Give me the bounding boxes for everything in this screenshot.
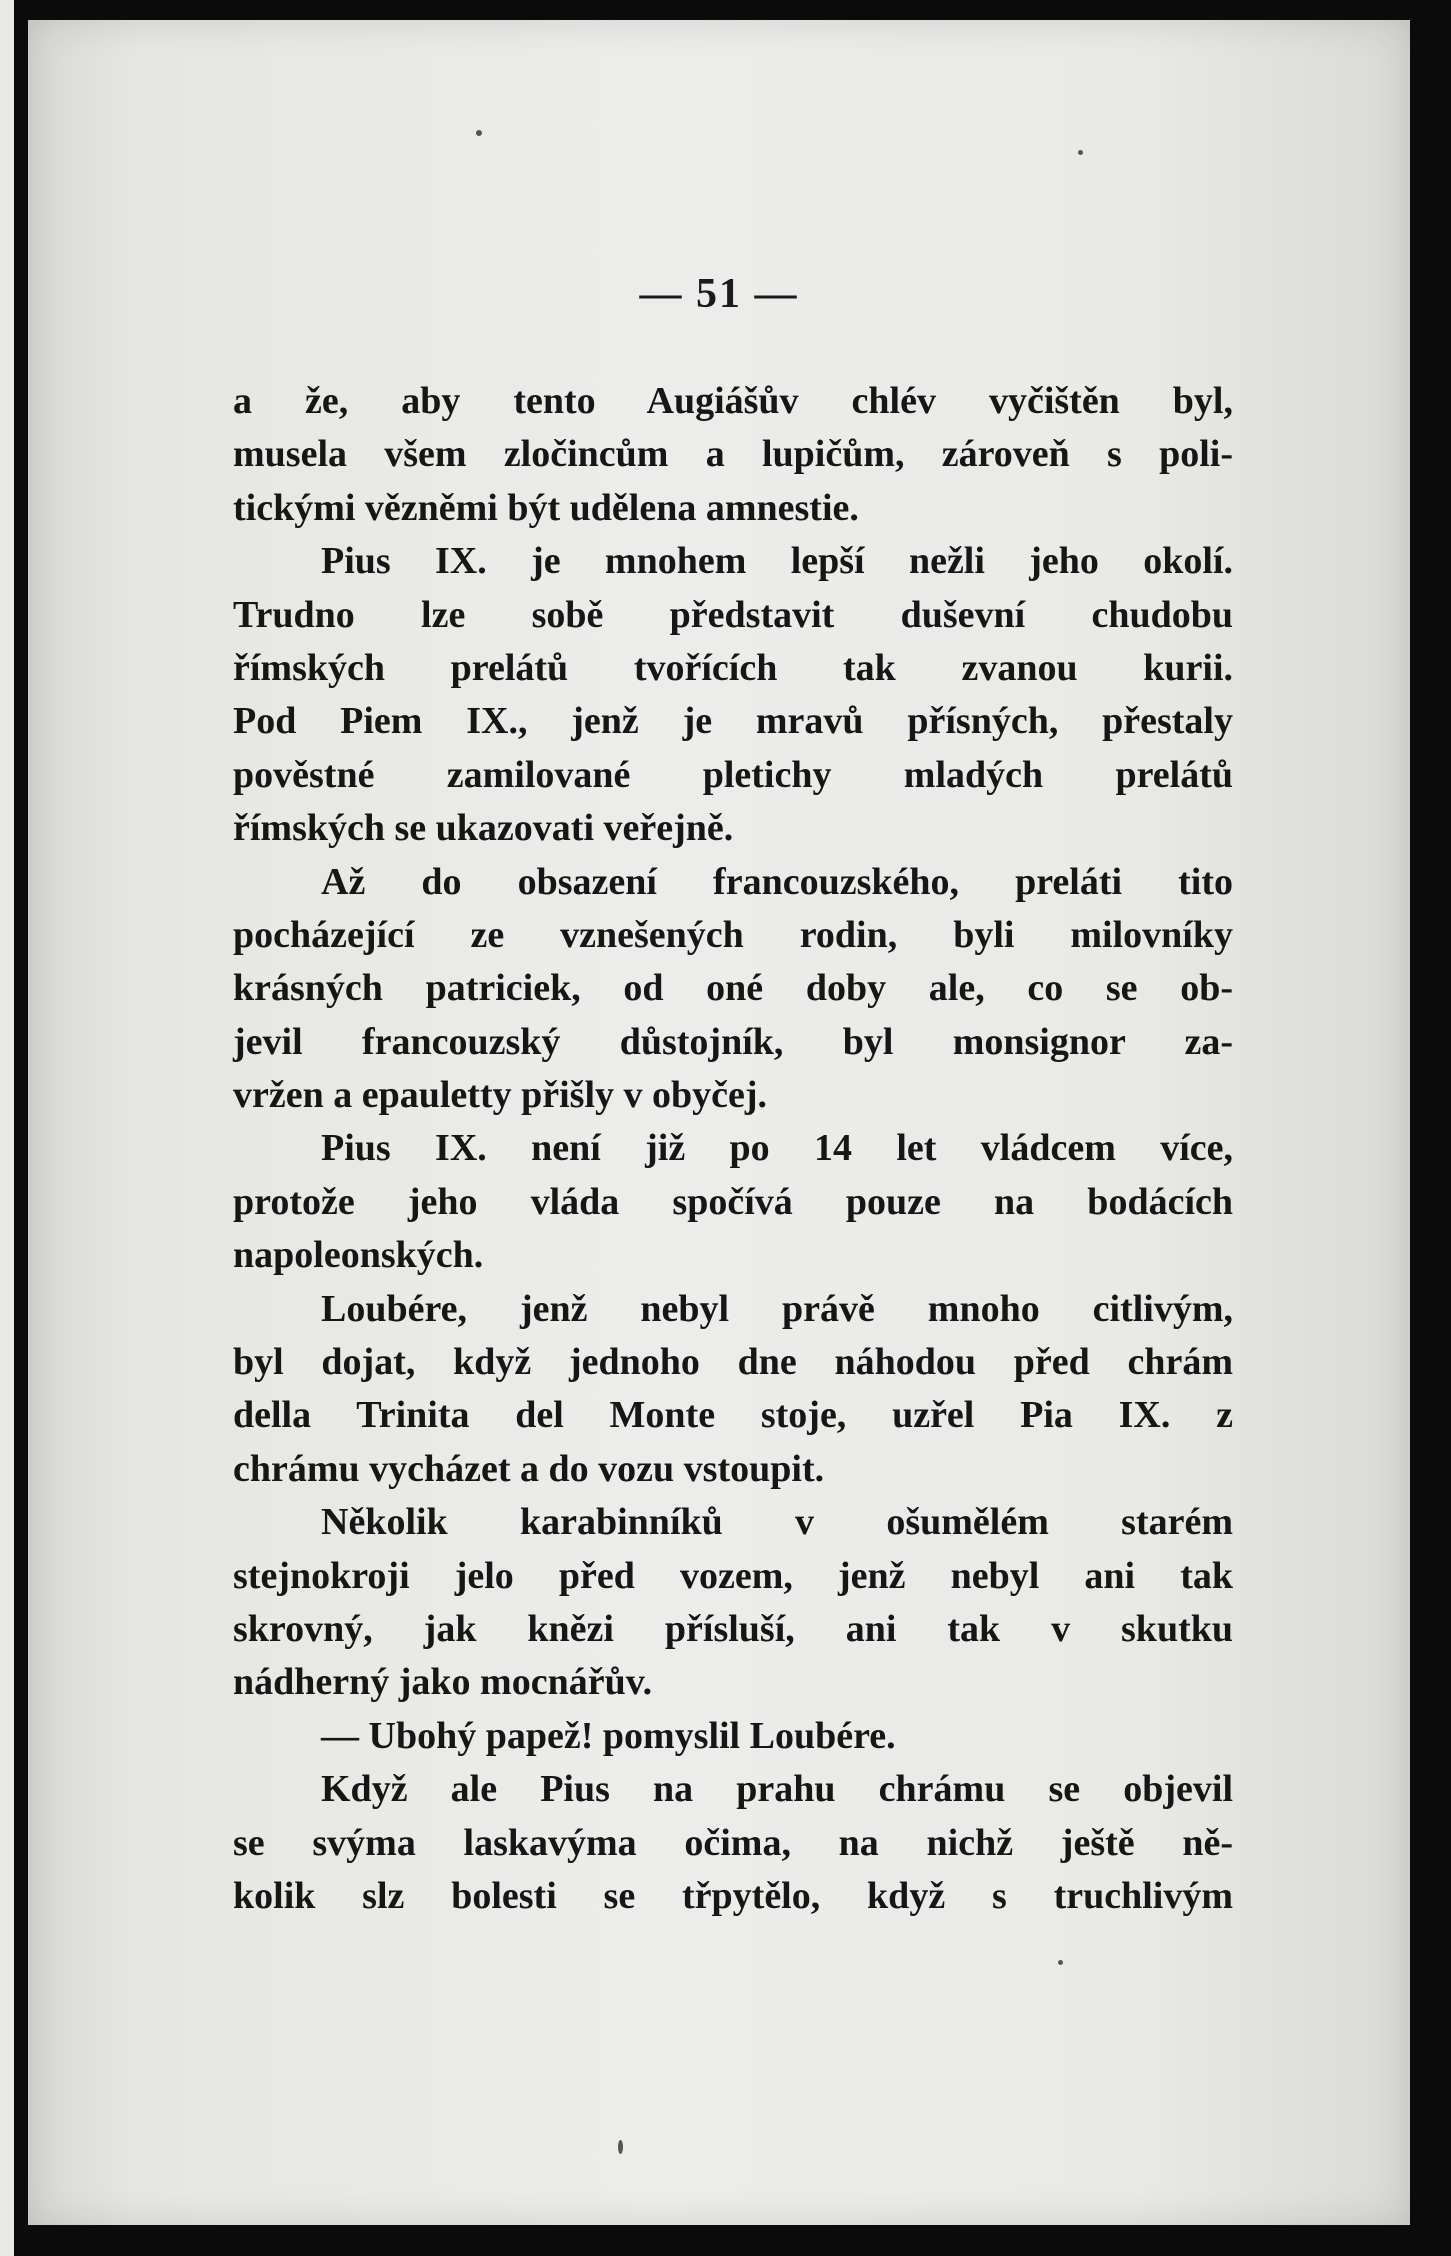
text-line: Pius IX. je mnohem lepší nežli jeho okolí.	[321, 540, 1233, 583]
paper-speck	[1058, 1960, 1063, 1965]
paper-speck	[1078, 150, 1083, 155]
page-number: — 51 —	[639, 271, 799, 317]
text-line: tickými vězněmi být udělena amnestie.	[233, 486, 859, 529]
text-line: se svýma laskavýma očima, na nichž ještě ně-	[233, 1821, 1233, 1864]
text-line: pověstné zamilované pletichy mladých prelátů	[233, 753, 1233, 796]
text-line: Trudno lze sobě představit duševní chudobu	[233, 593, 1233, 636]
left-page-edge	[0, 0, 14, 2256]
book-page	[28, 20, 1410, 2225]
text-line: nádherný jako mocnářův.	[233, 1661, 653, 1704]
text-line: krásných patriciek, od oné doby ale, co se ob-	[233, 967, 1233, 1010]
text-line: Několik karabinníků v ošumělém starém	[321, 1501, 1233, 1544]
text-line: pocházející ze vznešených rodin, byli milovníky	[233, 913, 1233, 956]
text-line: Když ale Pius na prahu chrámu se objevil	[321, 1768, 1233, 1811]
text-line: — Ubohý papež! pomyslil Loubére.	[321, 1714, 896, 1757]
text-line: musela všem zločincům a lupičům, zároveň s poli-	[233, 433, 1233, 476]
text-line: Pod Piem IX., jenž je mravů přísných, přestaly	[233, 700, 1233, 743]
text-line: protože jeho vláda spočívá pouze na bodácích	[233, 1180, 1233, 1223]
text-line: skrovný, jak knězi přísluší, ani tak v skutku	[233, 1607, 1233, 1650]
text-line: byl dojat, když jednoho dne náhodou před chrám	[233, 1341, 1233, 1384]
text-line: a že, aby tento Augiášův chlév vyčištěn byl,	[233, 380, 1233, 422]
text-line: stejnokroji jelo před vozem, jenž nebyl ani tak	[233, 1554, 1233, 1597]
text-line: římských se ukazovati veřejně.	[233, 807, 734, 850]
text-line: vržen a epauletty přišly v obyčej.	[233, 1074, 768, 1117]
text-line: Pius IX. není již po 14 let vládcem více,	[321, 1127, 1233, 1170]
text-line: chrámu vycházet a do vozu vstoupit.	[233, 1447, 825, 1490]
paper-speck	[618, 2140, 623, 2154]
text-line: Loubére, jenž nebyl právě mnoho citlivým,	[321, 1287, 1233, 1330]
text-line: jevil francouzský důstojník, byl monsignor za-	[233, 1020, 1233, 1063]
text-line: della Trinita del Monte stoje, uzřel Pia IX. z	[233, 1394, 1233, 1437]
text-line: kolik slz bolesti se třpytělo, když s truchlivým	[233, 1874, 1233, 1917]
text-line: napoleonských.	[233, 1234, 484, 1277]
paper-speck	[476, 130, 482, 136]
text-line: římských prelátů tvořících tak zvanou kurii.	[233, 646, 1233, 689]
text-line: Až do obsazení francouzského, preláti tito	[321, 860, 1233, 903]
body-text	[233, 375, 1233, 1923]
